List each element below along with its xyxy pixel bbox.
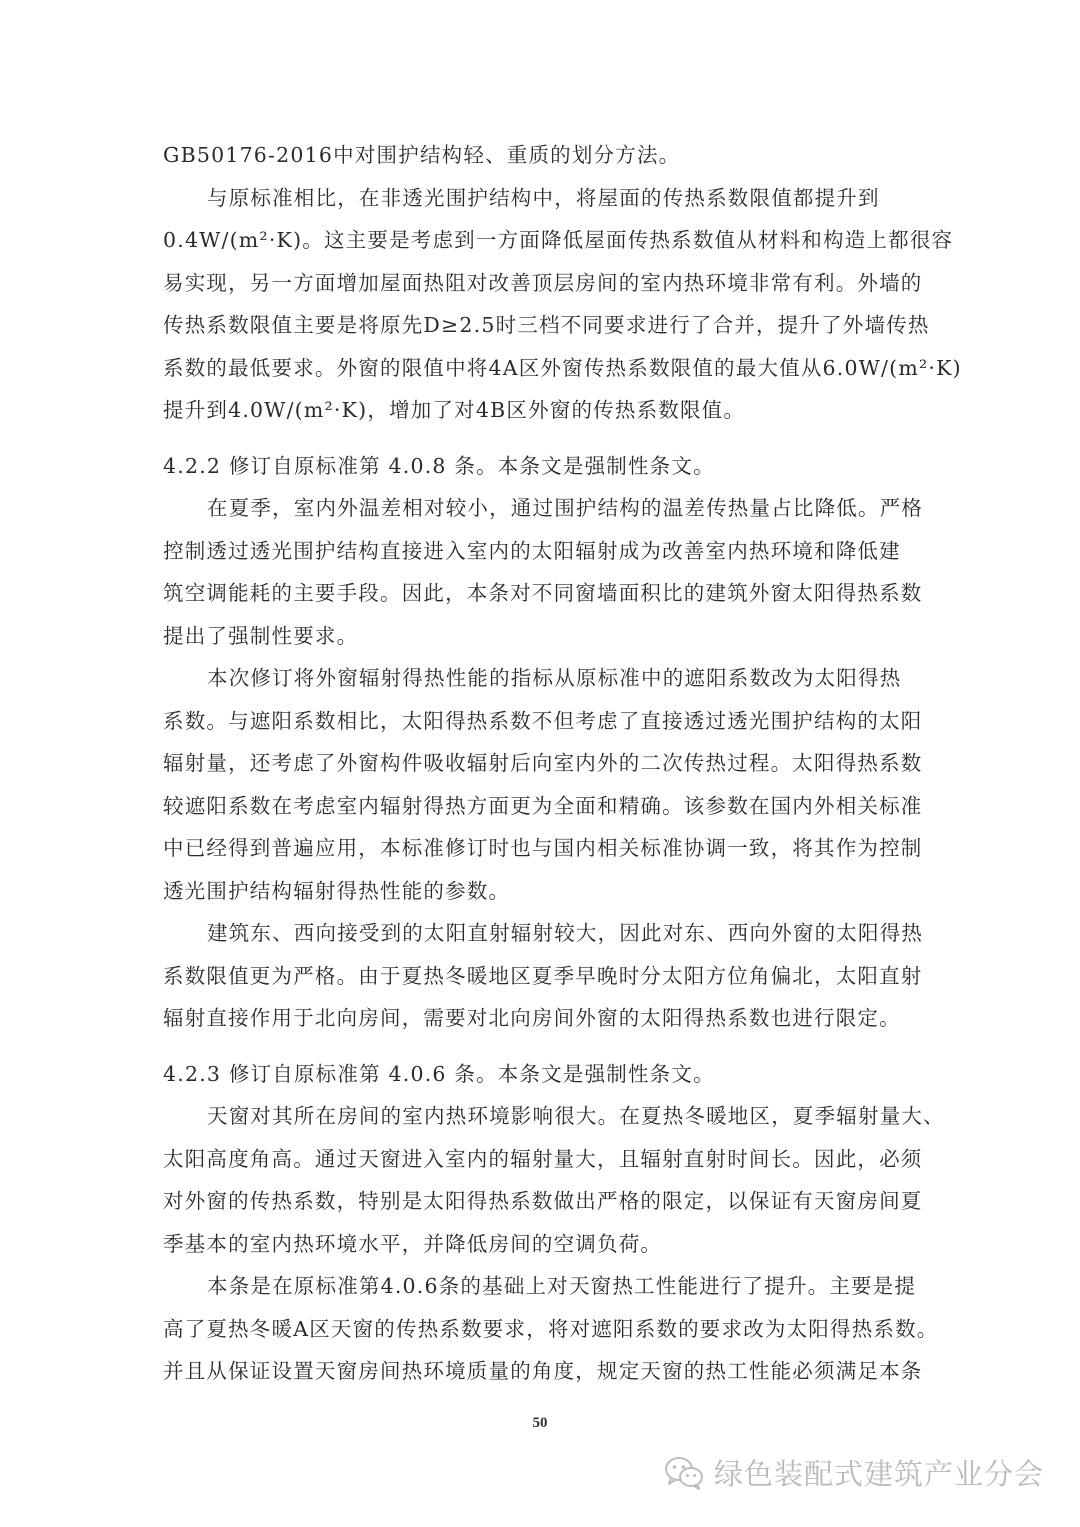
text-line: 提出了强制性要求。 xyxy=(163,623,359,648)
text-line: 太阳高度角高。通过天窗进入室内的辐射量大，且辐射直射时间长。因此，必须 xyxy=(163,1146,923,1171)
text-line: 控制透过透光围护结构直接进入室内的太阳辐射成为改善室内热环境和降低建 xyxy=(163,538,901,563)
text-line: 天窗对其所在房间的室内热环境影响很大。在夏热冬暖地区，夏季辐射量大、 xyxy=(207,1104,945,1128)
text-line: 辐射量，还考虑了外窗构件吸收辐射后向室内外的二次传热过程。太阳得热系数 xyxy=(163,751,923,775)
text-line: 提升到4.0W/(m²·K)，增加了对4B区外窗的传热系数限值。 xyxy=(163,398,746,422)
text-line: 0.4W/(m²·K)。这主要是考虑到一方面降低屋面传热系数值从材料和构造上都很容 xyxy=(163,228,954,252)
text-line: 4.2.3 修订自原标准第 4.0.6 条。本条文是强制性条文。 xyxy=(163,1061,715,1086)
watermark-text: 绿色装配式建筑产业分会 xyxy=(713,1457,1044,1491)
section-gap xyxy=(163,432,923,445)
text-line: 本条是在原标准第4.0.6条的基础上对天窗热工性能进行了提升。主要是提 xyxy=(207,1274,917,1298)
text-line: 易实现，另一方面增加屋面热阻对改善顶层房间的室内热环境非常有利。外墙的 xyxy=(163,270,923,295)
text-line: 与原标准相比，在非透光围护结构中，将屋面的传热系数限值都提升到 xyxy=(207,185,880,210)
text-line: 本次修订将外窗辐射得热性能的指标从原标准中的遮阳系数改为太阳得热 xyxy=(207,666,902,690)
text-line: 高了夏热冬暖A区天窗的传热系数要求，将对遮阳系数的要求改为太阳得热系数。 xyxy=(163,1316,939,1341)
text-line: 建筑东、西向接受到的太阳直射辐射较大，因此对东、西向外窗的太阳得热 xyxy=(207,921,924,945)
text-line: 对外窗的传热系数，特别是太阳得热系数做出严格的限定，以保证有天窗房间夏 xyxy=(163,1189,923,1213)
text-line: 筑空调能耗的主要手段。因此，本条对不同窗墙面积比的建筑外窗太阳得热系数 xyxy=(163,581,923,605)
wechat-icon xyxy=(664,1455,704,1491)
text-line: 4.2.2 修订自原标准第 4.0.8 条。本条文是强制性条文。 xyxy=(163,453,715,478)
text-line: 在夏季，室内外温差相对较小，通过围护结构的温差传热量占比降低。严格 xyxy=(207,496,924,520)
text-line: GB50176-2016中对围护结构轻、重质的划分方法。 xyxy=(163,143,681,167)
text-line: 较遮阳系数在考虑室内辐射得热方面更为全面和精确。该参数在国内外相关标准 xyxy=(163,793,923,818)
watermark xyxy=(664,1452,1044,1493)
text-line: 中已经得到普遍应用，本标准修订时也与国内相关标准协调一致，将其作为控制 xyxy=(163,836,923,860)
text-line: 系数。与遮阳系数相比，太阳得热系数不但考虑了直接透过透光围护结构的太阳 xyxy=(163,708,923,733)
text-line: 系数限值更为严格。由于夏热冬暖地区夏季早晚时分太阳方位角偏北，太阳直射 xyxy=(163,963,923,988)
text-line: 辐射直接作用于北向房间，需要对北向房间外窗的太阳得热系数也进行限定。 xyxy=(163,1006,901,1030)
text-line: 透光围护结构辐射得热性能的参数。 xyxy=(163,878,511,903)
page-number: 50 xyxy=(532,1415,548,1431)
text-line: 并且从保证设置天窗房间热环境质量的角度，规定天窗的热工性能必须满足本条 xyxy=(163,1359,923,1383)
body-text xyxy=(163,134,962,1393)
text-line: 传热系数限值主要是将原先D≥2.5时三档不同要求进行了合并，提升了外墙传热 xyxy=(163,313,930,337)
text-line: 季基本的室内热环境水平，并降低房间的空调负荷。 xyxy=(163,1231,663,1256)
text-line: 系数的最低要求。外窗的限值中将4A区外窗传热系数限值的最大值从6.0W/(m²·K) xyxy=(163,355,962,380)
section-gap xyxy=(163,1040,923,1053)
